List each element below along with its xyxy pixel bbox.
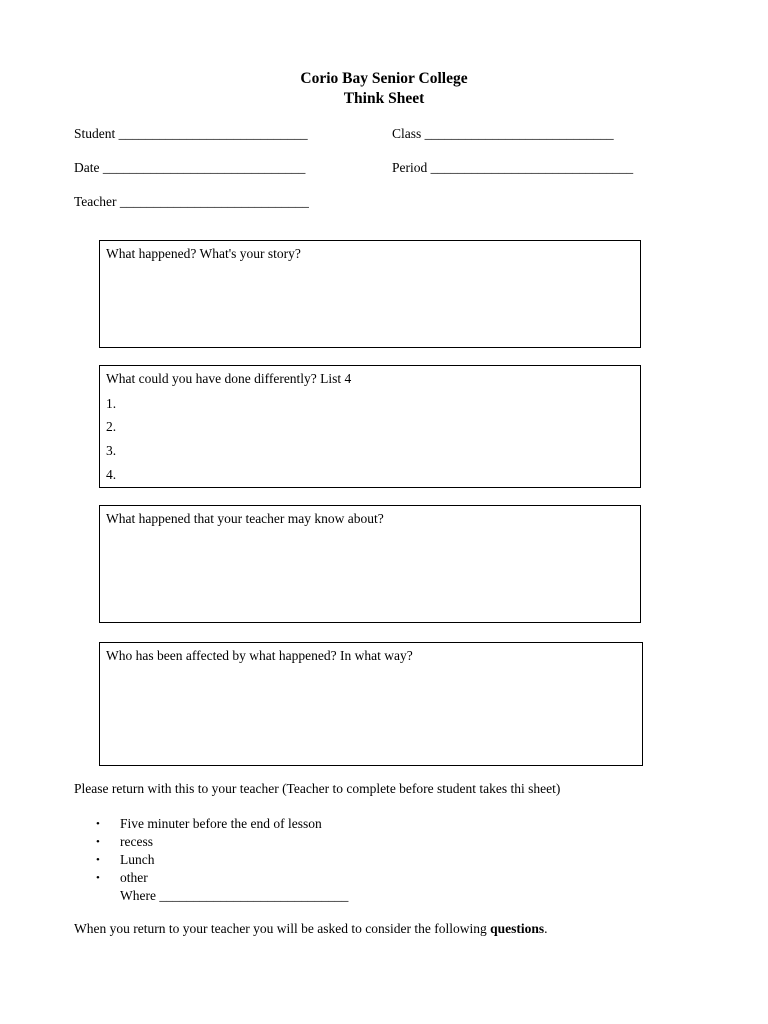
bullet-icon: • (96, 818, 100, 830)
bullet-icon: • (96, 854, 100, 866)
list-item-4: 4. (106, 467, 117, 482)
list-item-1: 1. (106, 396, 117, 411)
bullet-icon: • (96, 836, 100, 848)
affected-box (99, 642, 643, 766)
bullet-icon: • (96, 872, 100, 884)
differently-box (99, 365, 641, 488)
list-item-2: 2. (106, 419, 117, 434)
story-prompt: What happened? What's your story? (106, 246, 301, 261)
class-field: Class ____________________________ (392, 126, 614, 141)
teacher-know-prompt: What happened that your teacher may know about? (106, 511, 384, 526)
differently-prompt: What could you have done differently? List 4 (106, 371, 352, 386)
period-field: Period ______________________________ (392, 160, 634, 175)
option-item: • recess (96, 834, 153, 849)
option-item: • Lunch (96, 852, 155, 867)
option-item: • other (96, 870, 148, 885)
option-item: • Five minuter before the end of lesson (96, 816, 322, 831)
questions-emphasis: questions (490, 921, 545, 936)
teacher-field: Teacher ____________________________ (74, 194, 309, 209)
return-options-list (96, 815, 348, 905)
return-note: Please return with this to your teacher (Teacher to complete before student takes thi sheet) (74, 781, 561, 796)
teacher-know-box (99, 505, 641, 623)
where-field: Where ____________________________ (120, 888, 349, 903)
date-field: Date ______________________________ (74, 160, 306, 175)
affected-prompt: Who has been affected by what happened? In what way? (106, 648, 413, 663)
closing-text: When you return to your teacher you will be asked to consider the following questions. (74, 921, 548, 936)
list-item-3: 3. (106, 443, 117, 458)
sheet-title: Think Sheet (343, 90, 425, 107)
student-field: Student ____________________________ (74, 126, 308, 141)
story-box (99, 240, 641, 348)
school-name: Corio Bay Senior College (300, 70, 468, 87)
